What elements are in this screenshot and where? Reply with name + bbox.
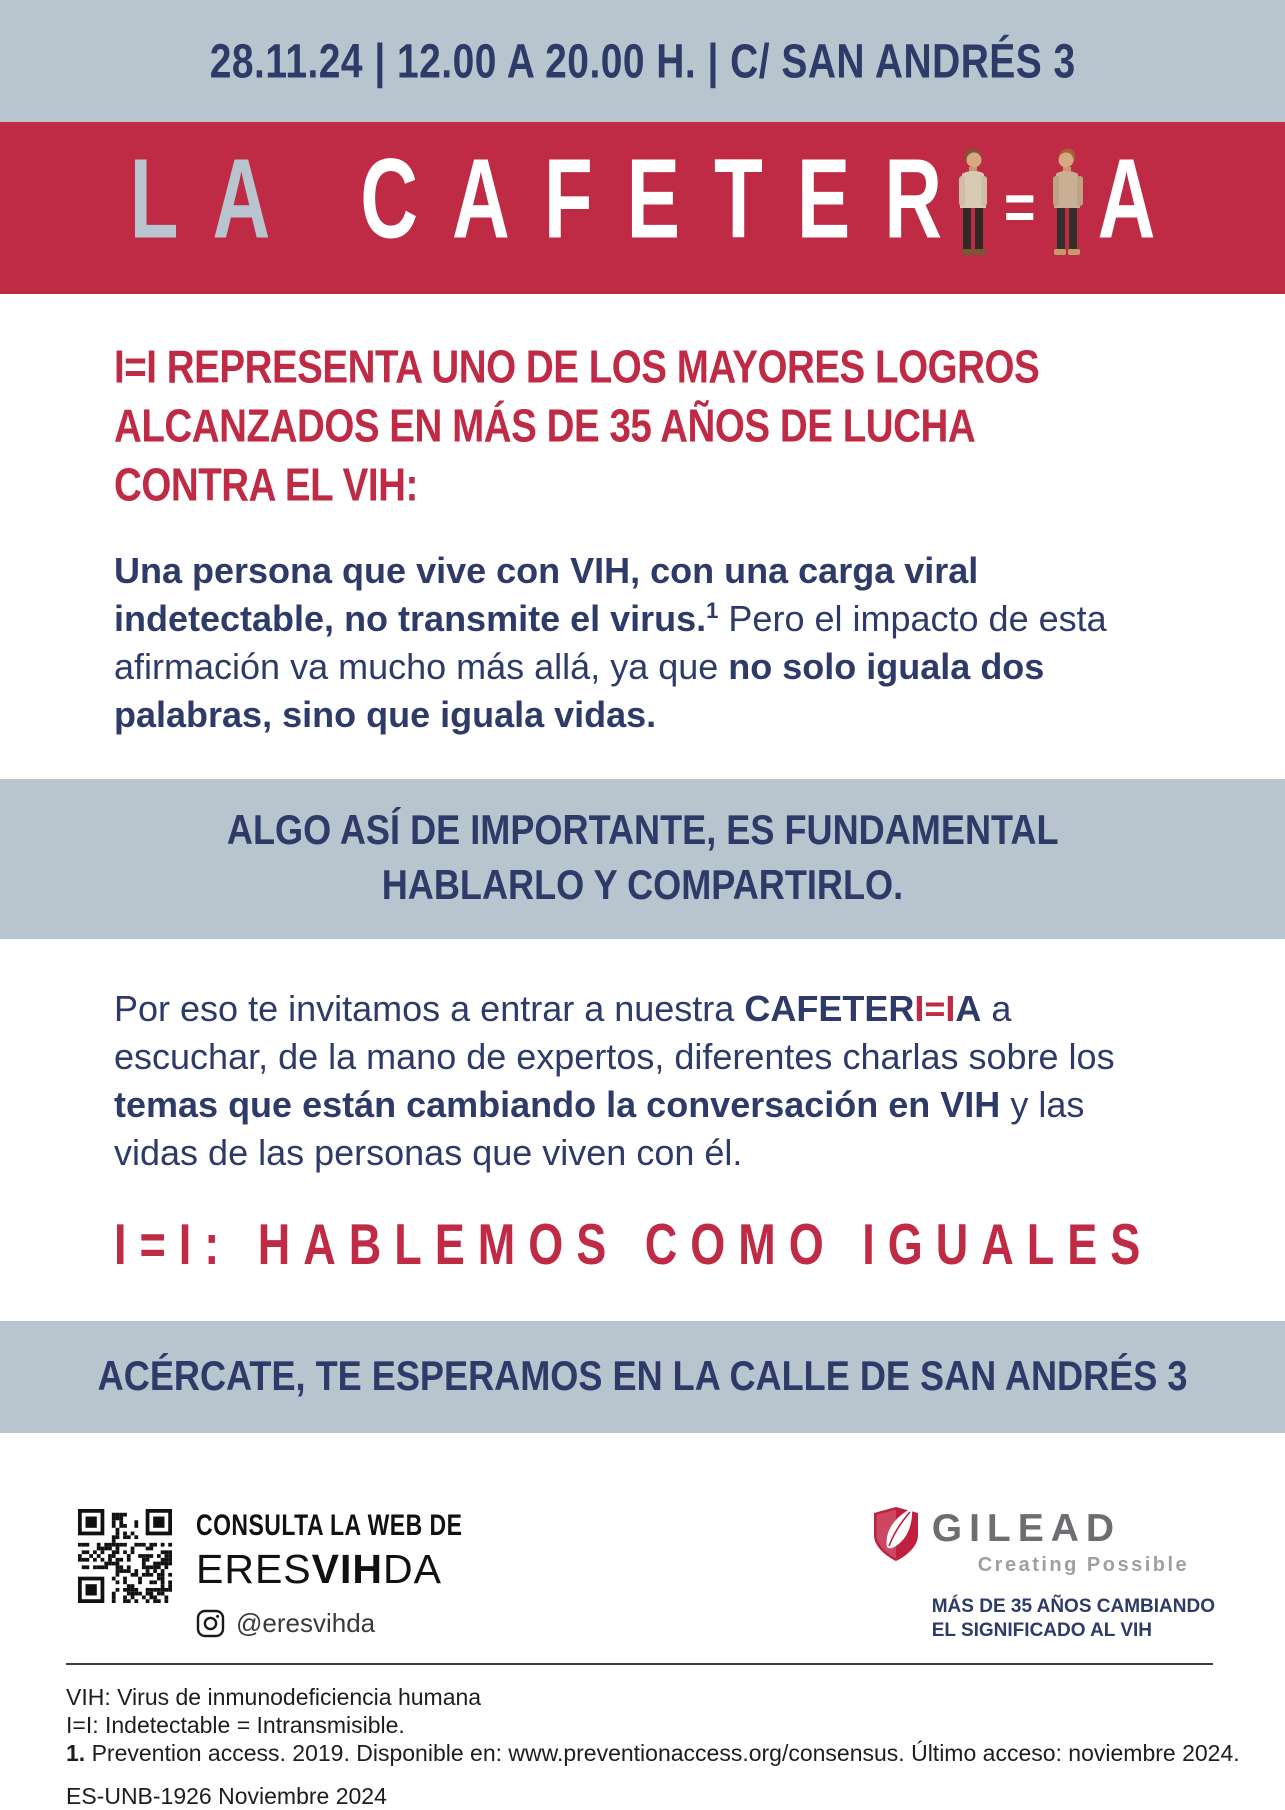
paragraph2-brand-prefix: CAFETER xyxy=(744,988,915,1029)
gilead-block xyxy=(872,1509,1215,1643)
footnotes xyxy=(66,1683,1245,1810)
paragraph2-brand-suffix: A xyxy=(955,988,982,1029)
highlight2-line1: ACÉRCATE, TE ESPERAMOS EN LA CALLE DE SAN ANDRÉS 3 xyxy=(97,1353,1188,1400)
paragraph2-bold-temas: temas que están cambiando la conversación en VIH xyxy=(114,1084,1001,1125)
eresvihda-post: DA xyxy=(383,1546,442,1592)
footer-logos-row xyxy=(78,1509,1215,1643)
highlight-banner-importante xyxy=(0,779,1285,939)
paragraph1-bold-end: no solo iguala dos palabras, sino que iguala vidas. xyxy=(114,646,1045,735)
paragraph1-regular: Pero el impacto de esta afirmación va mucho más allá, ya que xyxy=(114,598,1107,687)
consulta-label: CONSULTA LA WEB DE xyxy=(196,1509,463,1543)
footnote-reference xyxy=(66,1739,1245,1767)
highlight1-line1: ALGO ASÍ DE IMPORTANTE, ES FUNDAMENTAL xyxy=(226,807,1059,855)
web-block xyxy=(196,1509,486,1639)
slogan-hablemos-como-iguales: I=I: HABLEMOS COMO IGUALES xyxy=(114,1211,1154,1277)
gilead-claim-line1: MÁS DE 35 AÑOS CAMBIANDO xyxy=(931,1596,1215,1617)
instagram-row xyxy=(196,1608,486,1639)
event-info-banner xyxy=(0,0,1285,122)
event-date-time-address: 28.11.24 | 12.00 A 20.00 H. | C/ SAN ANDRÉS 3 xyxy=(209,33,1076,88)
footnote-ref-text: Prevention access. 2019. Disponible en: www.preventionaccess.org/consensus. Último acceso: noviembre 2024. xyxy=(85,1740,1240,1766)
qr-code xyxy=(78,1509,172,1603)
intro-heading-line2: ALCANZADOS EN MÁS DE 35 AÑOS DE LUCHA xyxy=(114,400,976,452)
slogan-wrap xyxy=(114,1211,1285,1277)
footnote-ii: I=I: Indetectable = Intransmisible. xyxy=(66,1712,405,1738)
instagram-icon xyxy=(196,1609,225,1638)
paragraph2-brand-equals: I=I xyxy=(914,988,956,1029)
paragraph2-regular2: a escuchar, de la mano de expertos, diferentes charlas sobre los xyxy=(114,988,1115,1077)
gilead-claim-line2: EL SIGNIFICADO AL VIH xyxy=(931,1620,1153,1641)
intro-heading-line1: I=I REPRESENTA UNO DE LOS MAYORES LOGROS xyxy=(114,341,1040,393)
intro-heading xyxy=(114,338,1285,515)
title-word-cafeter: CAFETER xyxy=(360,135,977,262)
footnote-ref-number: 1. xyxy=(66,1740,86,1766)
highlight-banner-acercate xyxy=(0,1321,1285,1433)
title-word-la: LA xyxy=(129,135,305,262)
intro-heading-line3: CONTRA EL VIH: xyxy=(114,459,418,511)
highlight1-line2: HABLARLO Y COMPARTIRLO. xyxy=(381,862,904,910)
gilead-text-column xyxy=(932,1509,1215,1643)
eresvihda-wordmark xyxy=(196,1546,486,1593)
gilead-tagline: Creating Possible xyxy=(977,1554,1190,1576)
footnote-vih: VIH: Virus de inmunodeficiencia humana xyxy=(66,1684,482,1710)
footer-divider xyxy=(66,1663,1213,1665)
gilead-shield-icon xyxy=(872,1505,920,1563)
eresvihda-vih: VIH xyxy=(311,1546,384,1592)
paragraph-indetectable xyxy=(114,547,1154,739)
footnote-ref-1: 1 xyxy=(706,598,719,623)
paragraph2-regular1: Por eso te invitamos a entrar a nuestra xyxy=(114,988,745,1029)
paragraph-invitacion xyxy=(114,985,1154,1177)
paragraph2-regular3: y las vidas de las personas que viven con él. xyxy=(114,1084,1085,1173)
gilead-wordmark: GILEAD xyxy=(931,1507,1122,1550)
material-code: ES-UNB-1926 Noviembre 2024 xyxy=(66,1783,387,1809)
paragraph1-bold-claim: Una persona que vive con VIH, con una carga viral indetectable, no transmite el virus. xyxy=(114,550,979,639)
instagram-handle: @eresvihda xyxy=(236,1608,376,1638)
title-word-a: A xyxy=(1097,135,1190,262)
title-band xyxy=(0,122,1285,294)
gilead-claim xyxy=(932,1595,1215,1643)
equals-sign: = xyxy=(1004,171,1036,244)
eresvihda-pre: ERES xyxy=(196,1546,312,1592)
person-right-figure xyxy=(1046,148,1090,256)
